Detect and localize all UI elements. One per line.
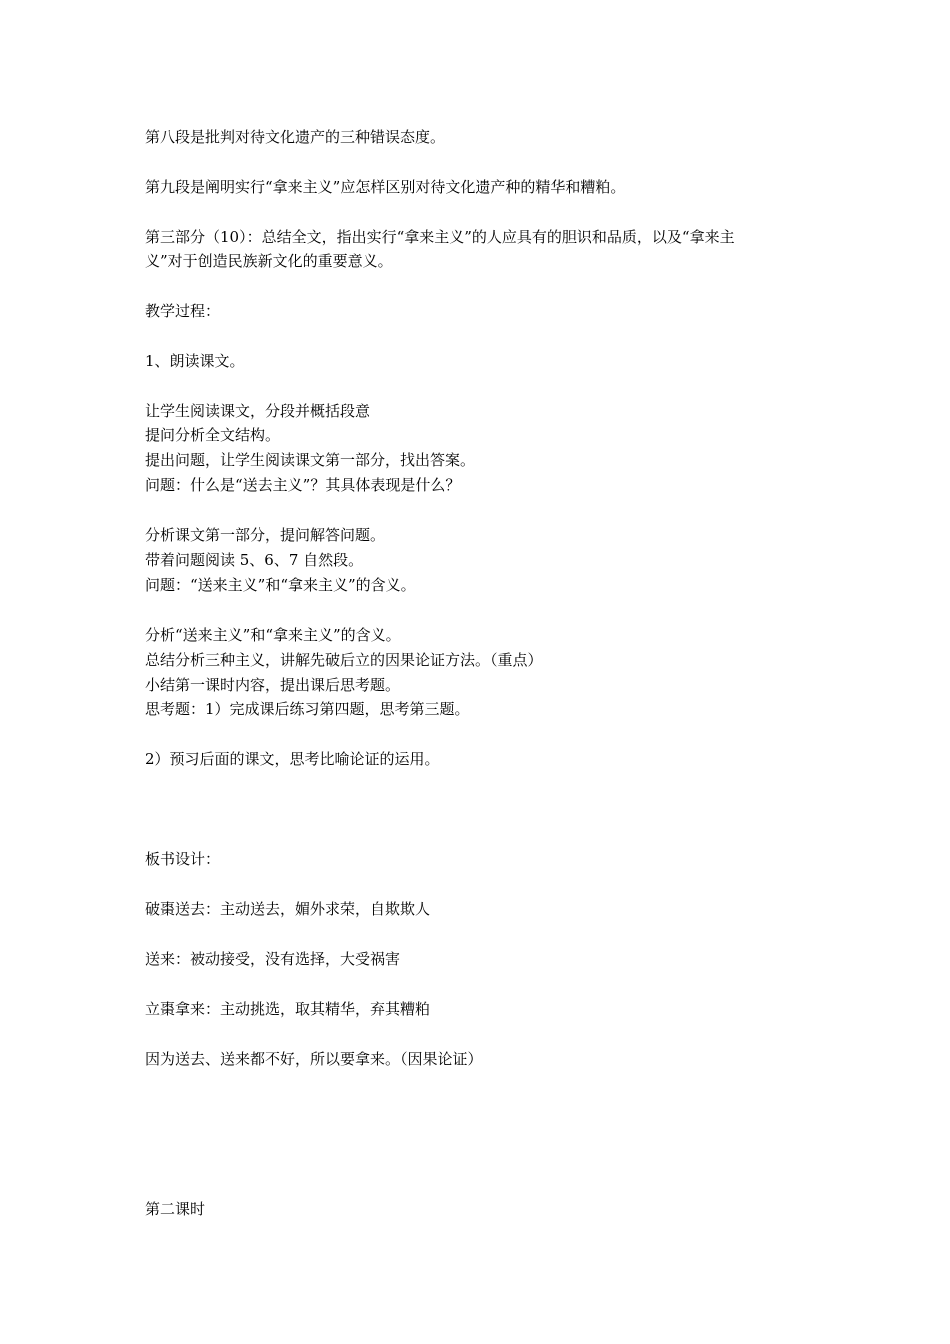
paragraph-line: 思考题：1）完成课后练习第四题，思考第三题。: [145, 700, 470, 718]
step-heading: 1、朗读课文。: [145, 352, 245, 370]
section-heading: 板书设计：: [145, 850, 221, 868]
paragraph-line: 破棗送去：主动送去，媚外求荣，自欺欺人: [145, 900, 431, 918]
paragraph-line: 带着问题阅读 5、6、7 自然段。: [145, 551, 364, 569]
section-heading: 教学过程：: [145, 302, 221, 320]
section-heading: 第二课时: [145, 1200, 206, 1218]
paragraph-line: 让学生阅读课文，分段并概括段意: [145, 402, 371, 420]
paragraph-line: 问题：“送来主义”和“拿来主义”的含义。: [145, 576, 416, 594]
paragraph-line: 总结分析三种主义，讲解先破后立的因果论证方法。（重点）: [145, 651, 543, 669]
paragraph-line: 分析课文第一部分，提问解答问题。: [145, 526, 386, 544]
paragraph-line: 小结第一课时内容，提出课后思考题。: [145, 676, 401, 694]
paragraph-line: 提问分析全文结构。: [145, 426, 281, 444]
paragraph-line: 第九段是阐明实行“拿来主义”应怎样区别对待文化遗产种的精华和糟粕。: [145, 178, 626, 196]
paragraph-line: 第三部分（10）：总结全文，指出实行“拿来主义”的人应具有的胆识和品质，以及“拿来主: [145, 228, 735, 246]
paragraph-line: 因为送去、送来都不好，所以要拿来。（因果论证）: [145, 1050, 483, 1068]
paragraph-line: 义”对于创造民族新文化的重要意义。: [145, 252, 393, 270]
paragraph-line: 提出问题，让学生阅读课文第一部分，找出答案。: [145, 451, 476, 469]
paragraph-line: 第八段是批判对待文化遗产的三种错误态度。: [145, 128, 446, 146]
paragraph-line: 分析“送来主义”和“拿来主义”的含义。: [145, 626, 401, 644]
paragraph-line: 立棗拿来：主动挑选，取其精华，弃其糟粕: [145, 1000, 431, 1018]
paragraph-line: 2）预习后面的课文，思考比喻论证的运用。: [145, 750, 440, 768]
paragraph-line: 问题：什么是“送去主义”？其具体表现是什么？: [145, 476, 461, 494]
paragraph-line: 送来：被动接受，没有选择，大受祸害: [145, 950, 401, 968]
